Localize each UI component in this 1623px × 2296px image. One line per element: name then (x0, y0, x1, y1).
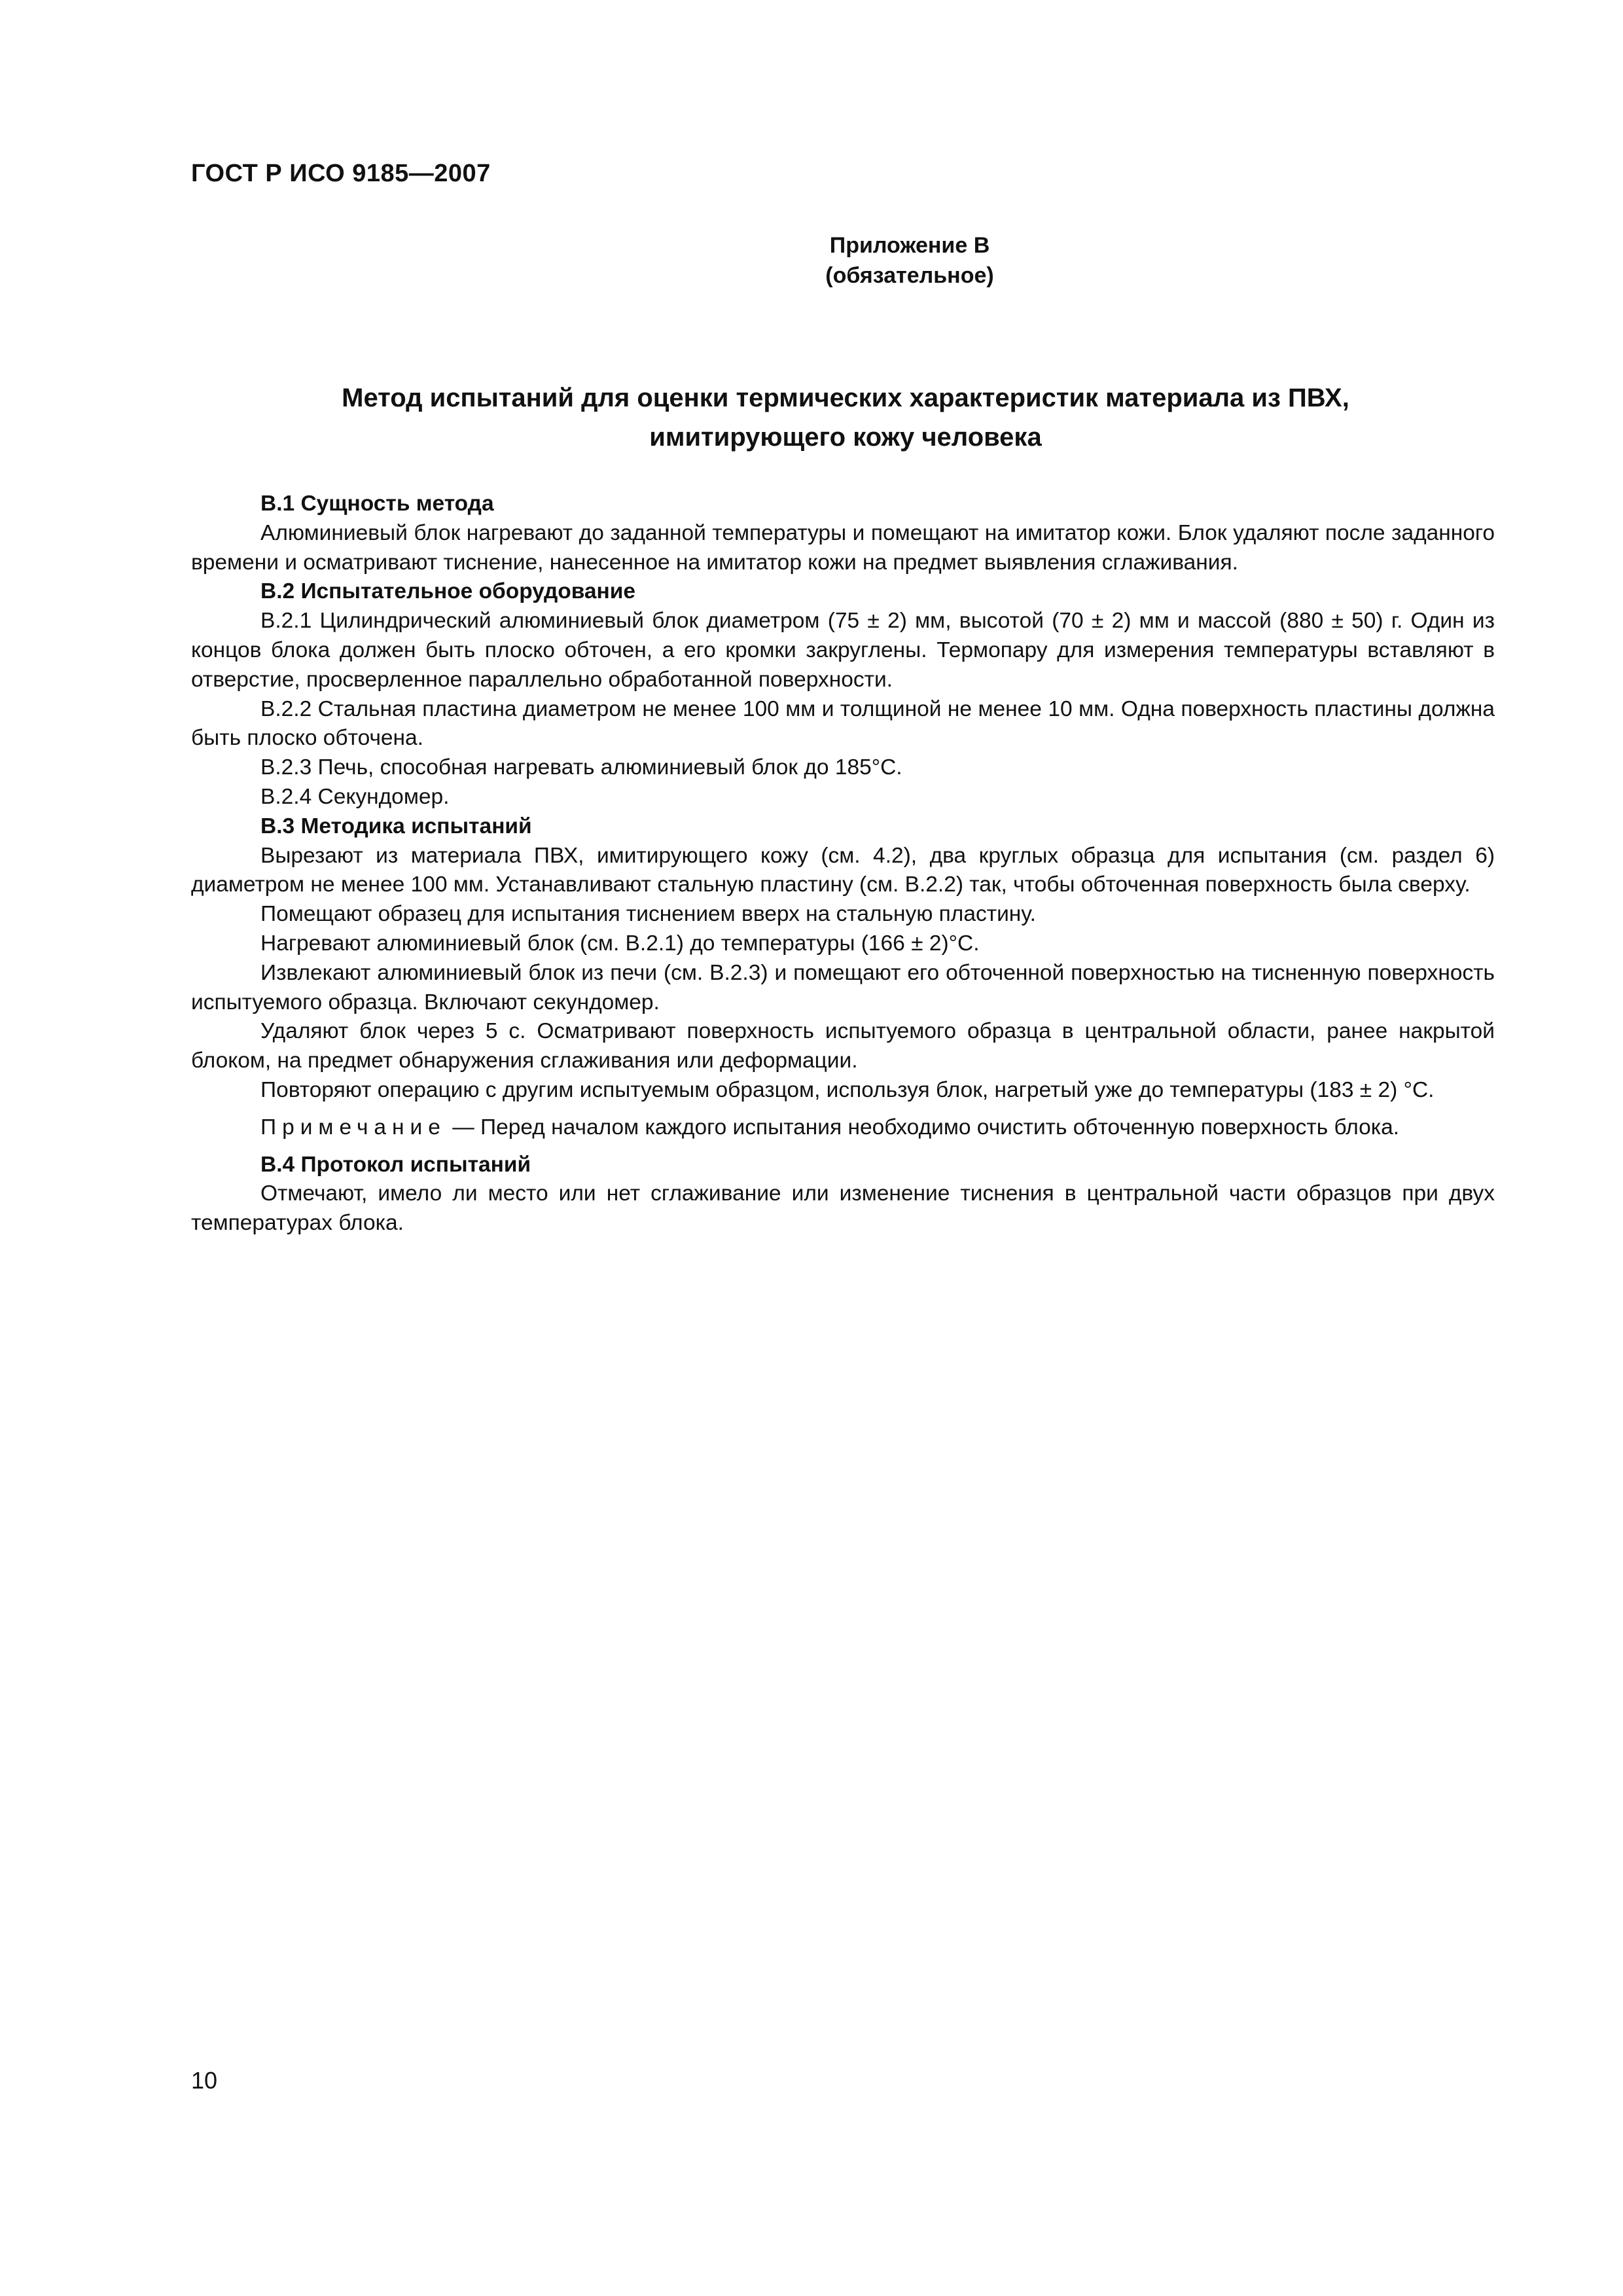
paragraph: В.2.3 Печь, способная нагревать алюминиевый блок до 185°С. (260, 755, 902, 780)
annex-status: (обязательное) (825, 263, 994, 288)
title-line-2: имитирующего кожу человека (649, 423, 1042, 452)
paragraph: Алюминиевый блок нагревают до заданной температуры и помещают на имитатор кожи. Блок удаляют после заданного времени и осматривают тиснение, нанесенное на имитатор кожи на предмет выявления сглаживания. (191, 520, 1495, 575)
section-heading: В.2 Испытательное оборудование (260, 579, 635, 604)
paragraph: Помещают образец для испытания тиснением вверх на стальную пластину. (260, 902, 1036, 927)
page-number: 10 (191, 2067, 218, 2094)
annex-title: Приложение В (829, 233, 990, 258)
paragraph: Извлекают алюминиевый блок из печи (см. В.2.3) и помещают его обточенной поверхностью на тисненную поверхность испытуемого образца. Включают секундомер. (191, 960, 1495, 1014)
paragraph: В.2.2 Стальная пластина диаметром не менее 100 мм и толщиной не менее 10 мм. Одна поверхность пластины должна быть плоско обточена. (191, 696, 1495, 751)
paragraph: В.2.4 Секундомер. (260, 784, 450, 809)
section-heading: В.1 Сущность метода (260, 492, 494, 516)
note (191, 1113, 1495, 1143)
annex-main-title (191, 378, 1500, 457)
section-heading: В.3 Методика испытаний (260, 814, 532, 838)
paragraph: Повторяют операцию с другим испытуемым образцом, используя блок, нагретый уже до температуры (183 ± 2) °С. (260, 1077, 1435, 1102)
paragraph: Нагревают алюминиевый блок (см. В.2.1) до температуры (166 ± 2)°С. (260, 931, 980, 956)
paragraph: Отмечают, имело ли место или нет сглаживание или изменение тиснения в центральной части образцов при двух температурах блока. (191, 1181, 1495, 1236)
paragraph: В.2.1 Цилиндрический алюминиевый блок диаметром (75 ± 2) мм, высотой (70 ± 2) мм и массой (880 ± 50) г. Один из концов блока должен быть плоско обточен, а его кромки закруглены. Термопару для измерения температуры вставляют в отверстие, просверленное параллельно обработанной поверхности. (191, 609, 1495, 692)
paragraph: Вырезают из материала ПВХ, имитирующего кожу (см. 4.2), два круглых образца для испытания (см. раздел 6) диаметром не менее 100 мм. Устанавливают стальную пластину (см. В.2.2) так, чтобы обточенная поверхность была сверху. (191, 843, 1495, 897)
paragraph: Удаляют блок через 5 с. Осматривают поверхность испытуемого образца в центральной области, ранее накрытой блоком, на предмет обнаружения сглаживания или деформации. (191, 1019, 1495, 1073)
note-text: — Перед началом каждого испытания необходимо очистить обточенную поверхность блока. (446, 1115, 1400, 1139)
annex-header (681, 230, 1139, 291)
note-label: Примечание (260, 1115, 446, 1139)
document-body (191, 490, 1495, 1238)
title-line-1: Метод испытаний для оценки термических характеристик материала из ПВХ, (342, 384, 1349, 412)
section-heading: В.4 Протокол испытаний (260, 1152, 531, 1177)
document-id: ГОСТ Р ИСО 9185—2007 (191, 160, 491, 187)
